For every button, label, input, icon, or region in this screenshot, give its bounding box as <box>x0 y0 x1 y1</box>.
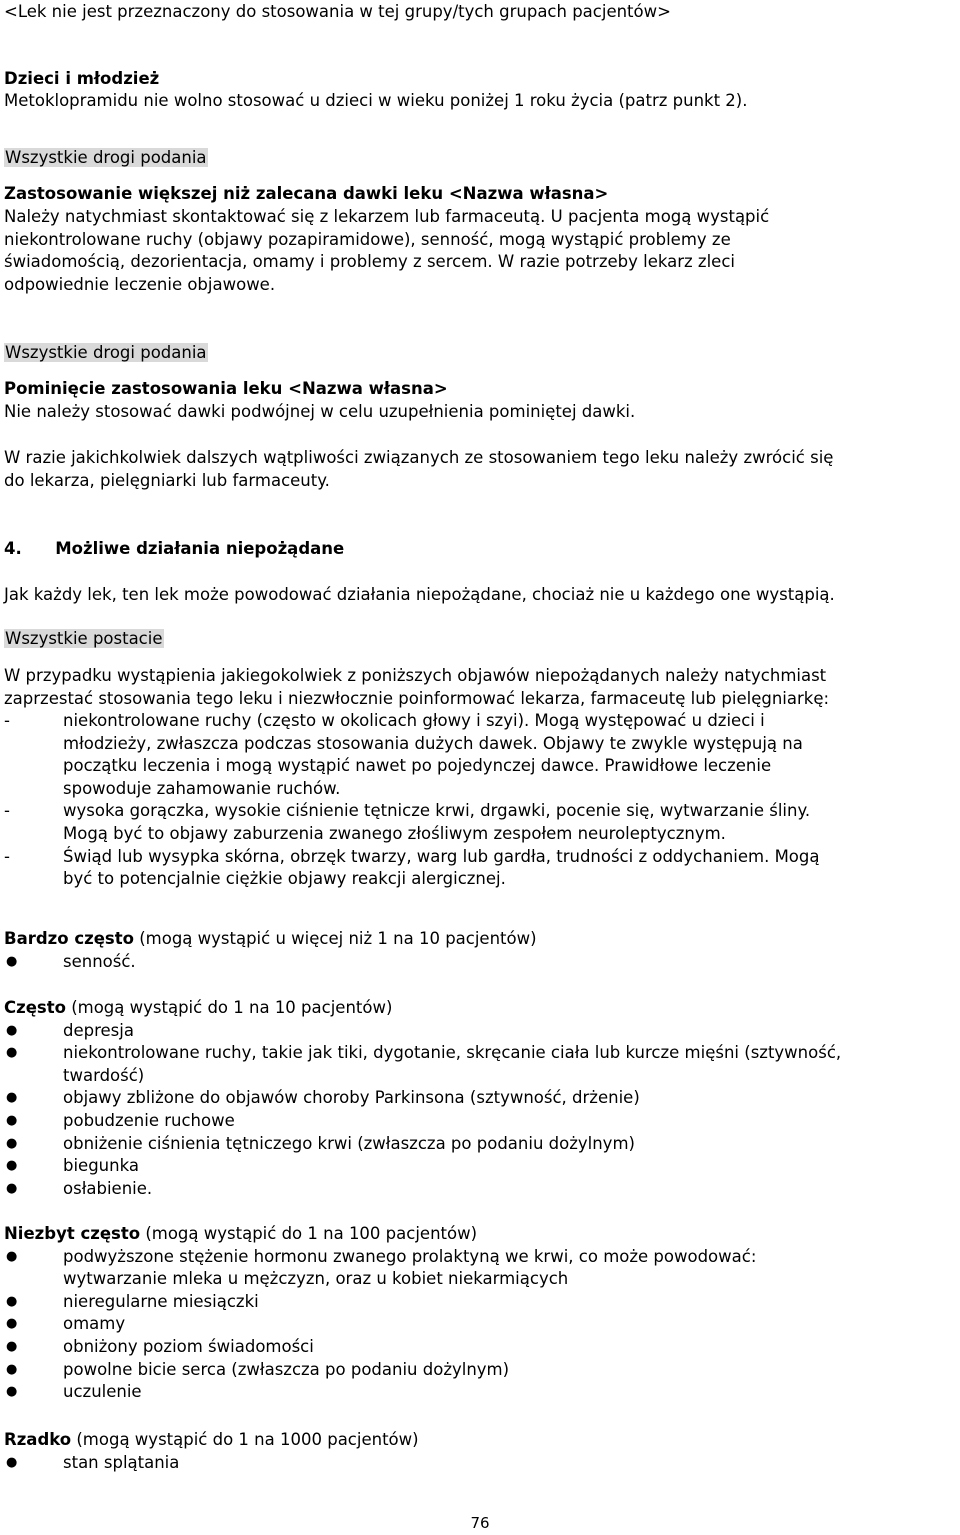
list-item-line: niekontrolowane ruchy (często w okolicach głowy i szyi). Mogą występować u dzieci i <box>63 711 765 730</box>
list-item <box>4 1020 956 1043</box>
bullet-marker: ● <box>6 1338 18 1354</box>
list-item <box>4 1087 956 1110</box>
frequency-detail: (mogą wystąpić do 1 na 10 pacjentów) <box>65 998 393 1017</box>
list-item-line: Świąd lub wysypka skórna, obrzęk twarzy, warg lub gardła, trudności z oddychaniem. Mogą <box>63 846 820 866</box>
dash-marker: - <box>4 846 10 866</box>
list-item-line: Mogą być to objawy zaburzenia zwanego złośliwym zespołem neuroleptycznym. <box>63 823 726 843</box>
section-4-intro: Jak każdy lek, ten lek może powodować działania niepożądane, chociaż nie u każdego one wystąpią. <box>4 585 835 604</box>
bullet-marker: ● <box>6 1293 18 1309</box>
list-item <box>4 800 956 845</box>
bullet-marker: ● <box>6 1384 18 1400</box>
list-item-line: depresja <box>63 1020 134 1040</box>
list-item-line: uczulenie <box>63 1382 142 1402</box>
frequency-label: Bardzo często <box>4 929 134 948</box>
list-item <box>4 846 956 891</box>
serious-effects-list <box>4 710 956 891</box>
frequency-detail: (mogą wystąpić do 1 na 100 pacjentów) <box>140 1224 478 1243</box>
list-item <box>4 1133 956 1156</box>
list-item <box>4 1313 956 1336</box>
list-item-line: obniżenie ciśnienia tętniczego krwi (zwłaszcza po podaniu dożylnym) <box>63 1133 635 1153</box>
list-item <box>4 1042 956 1087</box>
frequency-heading <box>4 928 956 951</box>
missed-heading: Pominięcie zastosowania leku <Nazwa własna> <box>4 379 448 398</box>
frequency-group-common <box>4 997 956 1200</box>
list-item <box>4 1336 956 1359</box>
overdose-tag-wrap <box>4 147 208 170</box>
frequency-heading <box>4 1223 956 1246</box>
list-item-line: pobudzenie ruchowe <box>63 1110 235 1130</box>
list-item-line: wytwarzanie mleka u mężczyzn, oraz u kobiet niekarmiących <box>63 1269 569 1289</box>
list-item <box>4 1178 956 1201</box>
bullet-marker: ● <box>6 1090 18 1106</box>
list-item <box>4 1155 956 1178</box>
stop-paragraph <box>4 665 829 710</box>
paragraph-line: świadomością, dezorientacja, omamy i problemy z sercem. W razie potrzeby lekarz zleci <box>4 252 735 272</box>
bullet-marker: ● <box>6 1135 18 1151</box>
bullet-marker: ● <box>6 1361 18 1377</box>
list-item <box>4 1359 956 1382</box>
missed-tag-wrap <box>4 342 208 365</box>
page-number: 76 <box>470 1514 490 1532</box>
frequency-label: Rzadko <box>4 1430 72 1449</box>
bullet-marker: ● <box>6 1180 18 1196</box>
bullet-marker: ● <box>6 1112 18 1128</box>
list-item-line: objawy zbliżone do objawów choroby Parkinsona (sztywność, drżenie) <box>63 1088 640 1108</box>
overdose-heading: Zastosowanie większej niż zalecana dawki leku <Nazwa własna> <box>4 184 609 203</box>
questions-paragraph <box>4 447 833 492</box>
route-tag: Wszystkie drogi podania <box>5 148 207 167</box>
paragraph-line: do lekarza, pielęgniarki lub farmaceuty. <box>4 470 330 490</box>
frequency-heading <box>4 1429 956 1452</box>
children-heading: Dzieci i młodzież <box>4 69 160 88</box>
frequency-heading <box>4 997 956 1020</box>
list-item-line: młodzieży, zwłaszcza podczas stosowania dużych dawek. Objawy te zwykle występują na <box>63 733 803 753</box>
list-item-line: spowoduje zahamowanie ruchów. <box>63 778 341 798</box>
route-tag: Wszystkie drogi podania <box>5 343 207 362</box>
bullet-marker: ● <box>6 1316 18 1332</box>
section-4-heading <box>4 538 344 561</box>
bullet-marker: ● <box>6 1158 18 1174</box>
list-item-line: stan splątania <box>63 1452 180 1472</box>
frequency-detail: (mogą wystąpić u więcej niż 1 na 10 pacjentów) <box>133 929 537 948</box>
list-item-line: obniżony poziom świadomości <box>63 1336 314 1356</box>
paragraph-line: odpowiednie leczenie objawowe. <box>4 274 276 294</box>
frequency-label: Niezbyt często <box>4 1224 141 1243</box>
frequency-label: Często <box>4 998 66 1017</box>
paragraph-line: W przypadku wystąpienia jakiegokolwiek z poniższych objawów niepożądanych należy natychmiast <box>4 666 827 685</box>
list-item-line: powolne bicie serca (zwłaszcza po podaniu dożylnym) <box>63 1359 510 1379</box>
list-item-line: omamy <box>63 1314 126 1334</box>
missed-text: Nie należy stosować dawki podwójnej w celu uzupełnienia pominiętej dawki. <box>4 402 636 421</box>
bullet-marker: ● <box>6 1045 18 1061</box>
intro-line: <Lek nie jest przeznaczony do stosowania w tej grupy/tych grupach pacjentów> <box>4 2 671 21</box>
dash-marker: - <box>4 711 10 730</box>
overdose-paragraph <box>4 206 769 296</box>
bullet-marker: ● <box>6 953 18 969</box>
paragraph-line: niekontrolowane ruchy (objawy pozapiramidowe), senność, mogą wystąpić problemy ze <box>4 229 731 249</box>
list-item <box>4 951 956 974</box>
list-item <box>4 1381 956 1404</box>
list-item-line: osłabienie. <box>63 1178 153 1198</box>
section-title: Możliwe działania niepożądane <box>55 539 345 558</box>
list-item-line: biegunka <box>63 1156 139 1176</box>
frequency-detail: (mogą wystąpić do 1 na 1000 pacjentów) <box>71 1430 419 1449</box>
list-item-line: niekontrolowane ruchy, takie jak tiki, dygotanie, skręcanie ciała lub kurcze mięśni (sztywność, <box>63 1043 842 1063</box>
list-item-line: początku leczenia i mogą wystąpić nawet po pojedynczej dawce. Prawidłowe leczenie <box>63 756 772 776</box>
bullet-marker: ● <box>6 1022 18 1038</box>
dash-marker: - <box>4 801 10 821</box>
section-number: 4. <box>4 539 22 558</box>
paragraph-line: Należy natychmiast skontaktować się z lekarzem lub farmaceutą. U pacjenta mogą wystąpić <box>4 207 770 226</box>
list-item-line: twardość) <box>63 1065 145 1085</box>
paragraph-line: zaprzestać stosowania tego leku i niezwłocznie poinformować lekarza, farmaceutę lub pielęgniarkę: <box>4 688 830 708</box>
form-tag: Wszystkie postacie <box>5 629 163 648</box>
list-item-line: podwyższone stężenie hormonu zwanego prolaktyną we krwi, co może powodować: <box>63 1246 757 1266</box>
frequency-group-very-common <box>4 928 956 973</box>
list-item-line: być to potencjalnie ciężkie objawy reakcji alergicznej. <box>63 869 506 889</box>
list-item-line: wysoka gorączka, wysokie ciśnienie tętnicze krwi, drgawki, pocenie się, wytwarzanie śliny. <box>63 801 811 821</box>
list-item <box>4 1291 956 1314</box>
list-item <box>4 1110 956 1133</box>
list-item <box>4 1452 956 1475</box>
list-item-line: nieregularne miesiączki <box>63 1291 259 1311</box>
children-text: Metoklopramidu nie wolno stosować u dzieci w wieku poniżej 1 roku życia (patrz punkt 2). <box>4 91 748 110</box>
bullet-marker: ● <box>6 1454 18 1470</box>
paragraph-line: W razie jakichkolwiek dalszych wątpliwości związanych ze stosowaniem tego leku należy zwrócić się <box>4 448 834 467</box>
list-item-line: senność. <box>63 951 136 971</box>
forms-tag-wrap <box>4 628 164 651</box>
frequency-group-rare <box>4 1429 956 1474</box>
bullet-marker: ● <box>6 1248 18 1264</box>
list-item <box>4 1246 956 1291</box>
list-item <box>4 710 956 800</box>
frequency-group-uncommon <box>4 1223 956 1404</box>
